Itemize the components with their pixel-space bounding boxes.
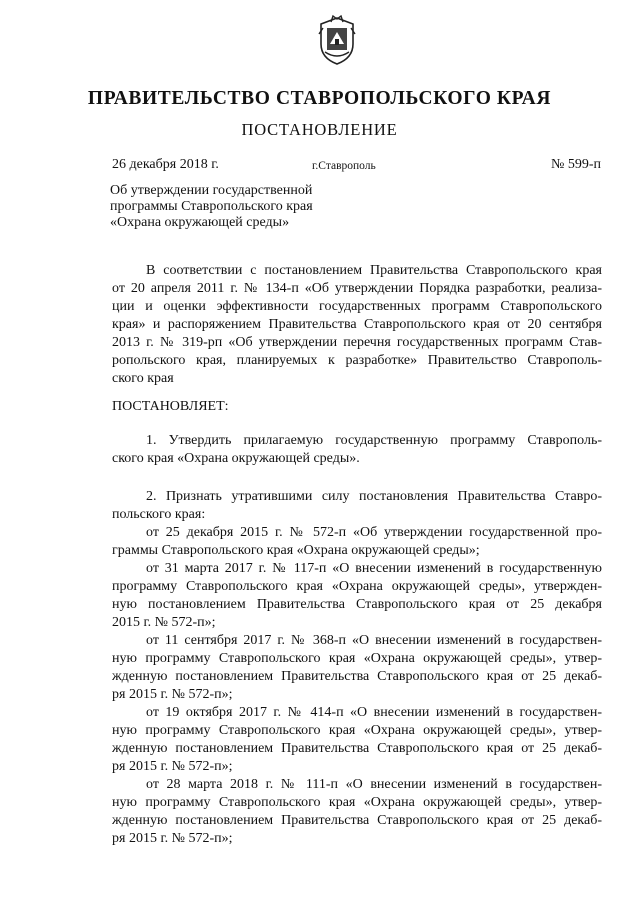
paragraph-line: программу Ставропольского края «Охрана окружающей среды», утвержден- xyxy=(112,579,602,594)
coat-of-arms-emblem xyxy=(317,14,357,66)
paragraph-line: жденную постановлением Правительства Ставропольского края от 25 декаб- xyxy=(112,813,602,828)
paragraph-line: от 19 октября 2017 г. № 414-п «О внесении изменений в государствен- xyxy=(146,705,602,720)
item-2-paragraph xyxy=(112,488,602,848)
document-city: г.Ставрополь xyxy=(312,160,376,172)
subject-line: «Охрана окружающей среды» xyxy=(110,215,290,230)
subject-line: программы Ставропольского края xyxy=(110,199,313,214)
paragraph-line: ропольского края, планируемых к разработке» Правительство Ставрополь- xyxy=(112,353,602,368)
paragraph-line: ную программу Ставропольского края «Охрана окружающей среды», утвер- xyxy=(112,651,602,666)
paragraph-line: 2013 г. № 319-рп «Об утверждении перечня государственных программ Став- xyxy=(112,335,602,350)
paragraph-line: 2015 г. № 572-п»; xyxy=(112,615,216,630)
paragraph-line: ции и оценки эффективности государственных программ Ставропольского xyxy=(112,299,602,314)
item-1-paragraph xyxy=(112,432,602,468)
paragraph-line: от 28 марта 2018 г. № 111-п «О внесении изменений в государствен- xyxy=(146,777,602,792)
paragraph-line: граммы Ставропольского края «Охрана окружающей среды»; xyxy=(112,543,480,558)
paragraph-line: 2. Признать утратившими силу постановления Правительства Ставро- xyxy=(146,489,602,504)
paragraph-line: ря 2015 г. № 572-п»; xyxy=(112,759,233,774)
paragraph-line: от 25 декабря 2015 г. № 572-п «Об утверждении государственной про- xyxy=(146,525,602,540)
document-kind: ПОСТАНОВЛЕНИЕ xyxy=(241,120,398,139)
paragraph-line: от 20 апреля 2011 г. № 134-п «Об утверждении Порядка разработки, реализа- xyxy=(112,281,602,296)
paragraph-line: от 31 марта 2017 г. № 117-п «О внесении изменений в государственную xyxy=(146,561,602,576)
decree-word-text: ПОСТАНОВЛЯЕТ: xyxy=(112,399,229,414)
document-subject xyxy=(110,183,313,231)
document-date: 26 декабря 2018 г. xyxy=(112,157,219,172)
paragraph-line: ную программу Ставропольского края «Охрана окружающей среды», утвер- xyxy=(112,723,602,738)
subject-line: Об утверждении государственной xyxy=(110,183,313,198)
paragraph-line: ря 2015 г. № 572-п»; xyxy=(112,831,233,846)
paragraph-line: В соответствии с постановлением Правительства Ставропольского края xyxy=(146,263,602,278)
preamble-paragraph xyxy=(112,262,602,388)
paragraph-line: ря 2015 г. № 572-п»; xyxy=(112,687,233,702)
paragraph-line: ского края xyxy=(112,371,174,386)
paragraph-line: 1. Утвердить прилагаемую государственную программу Ставрополь- xyxy=(146,433,602,448)
paragraph-line: польского края: xyxy=(112,507,206,522)
paragraph-line: жденную постановлением Правительства Ставропольского края от 25 декаб- xyxy=(112,741,602,756)
paragraph-line: ского края «Охрана окружающей среды». xyxy=(112,451,360,466)
paragraph-line: ную постановлением Правительства Ставропольского края от 25 декабря xyxy=(112,597,602,612)
paragraph-line: жденную постановлением Правительства Ставропольского края от 25 декаб- xyxy=(112,669,602,684)
organization-title: ПРАВИТЕЛЬСТВО СТАВРОПОЛЬСКОГО КРАЯ xyxy=(87,88,552,109)
paragraph-line: от 11 сентября 2017 г. № 368-п «О внесении изменений в государствен- xyxy=(146,633,602,648)
paragraph-line: края» и распоряжением Правительства Ставропольского края от 20 сентября xyxy=(112,317,602,332)
document-number: № 599-п xyxy=(550,157,601,172)
decree-word xyxy=(112,398,602,416)
paragraph-line: ную программу Ставропольского края «Охрана окружающей среды», утвер- xyxy=(112,795,602,810)
